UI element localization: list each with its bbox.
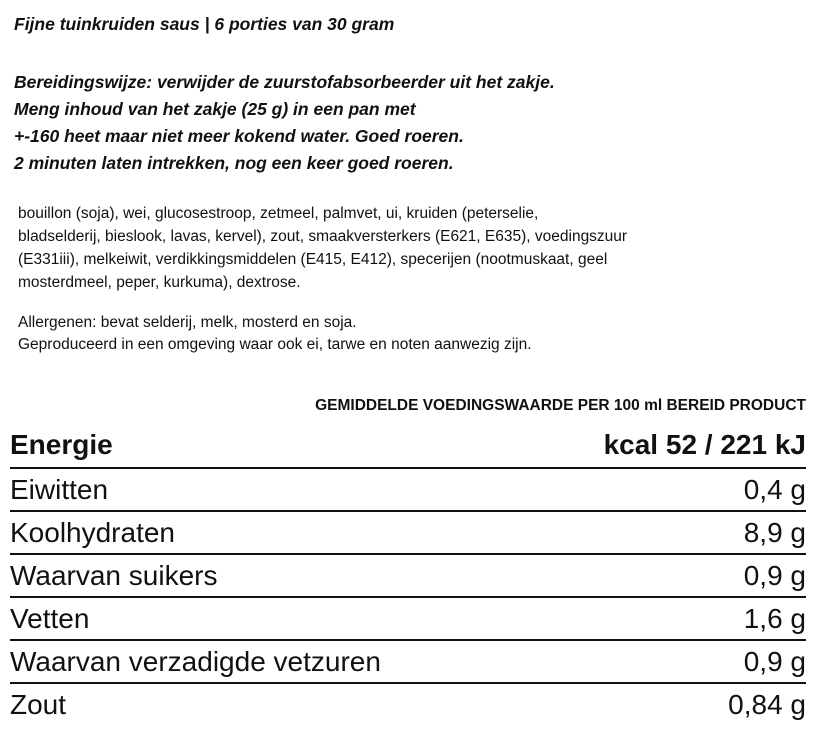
nutrient-value: kcal 52 / 221 kJ [603, 428, 806, 460]
nutrient-value: 0,84 g [728, 689, 806, 720]
nutrition-row-saturated-fat [10, 641, 806, 684]
nutrition-row-energy [10, 422, 806, 469]
nutrient-label: Waarvan suikers [10, 559, 218, 591]
nutrient-value: 8,9 g [743, 516, 806, 548]
preparation-line: Meng inhoud van het zakje (25 g) in een pan met [14, 99, 416, 119]
nutrition-row-sugars [10, 555, 806, 598]
preparation-line: +-160 heet maar niet meer kokend water. Goed roeren. [14, 126, 464, 146]
nutrition-header: GEMIDDELDE VOEDINGSWAARDE PER 100 ml BEREID PRODUCT [315, 397, 806, 414]
preparation-line: Bereidingswijze: verwijder de zuurstofabsorbeerder uit het zakje. [14, 72, 555, 92]
nutrient-label: Energie [10, 428, 113, 460]
nutrient-label: Eiwitten [10, 473, 109, 505]
nutrient-value: 0,9 g [743, 645, 806, 677]
production-note: Geproduceerd in een omgeving waar ook ei, tarwe en noten aanwezig zijn. [18, 336, 532, 353]
nutrition-row-protein [10, 469, 806, 512]
nutrition-table [10, 422, 806, 726]
ingredients-list [18, 202, 813, 294]
nutrient-value: 0,4 g [743, 473, 806, 505]
ingredients-line: (E331iii), melkeiwit, verdikkingsmiddelen (E415, E412), specerijen (nootmuskaat, geel [18, 251, 608, 268]
ingredients-line: mosterdmeel, peper, kurkuma), dextrose. [18, 274, 301, 291]
nutrient-label: Vetten [10, 602, 90, 634]
preparation-line: 2 minuten laten intrekken, nog een keer goed roeren. [14, 153, 454, 173]
ingredients-line: bladselderij, bieslook, lavas, kervel), zout, smaakversterkers (E621, E635), voedingszuur [18, 228, 628, 245]
nutrient-value: 1,6 g [743, 602, 806, 634]
allergen-line: Allergenen: bevat selderij, melk, mosterd en soja. [18, 314, 357, 331]
nutrition-row-fat [10, 598, 806, 641]
nutrition-row-carbohydrates [10, 512, 806, 555]
nutrient-label: Koolhydraten [10, 516, 176, 548]
ingredients-line: bouillon (soja), wei, glucosestroop, zetmeel, palmvet, ui, kruiden (peterselie, [18, 205, 539, 222]
preparation-instructions [14, 69, 814, 177]
product-title: Fijne tuinkruiden saus | 6 porties van 30 gram [14, 14, 395, 34]
nutrient-label: Waarvan verzadigde vetzuren [10, 645, 381, 677]
allergen-info [18, 312, 813, 356]
nutrition-row-salt [10, 684, 806, 726]
nutrient-value: 0,9 g [743, 559, 806, 591]
nutrient-label: Zout [10, 689, 67, 720]
